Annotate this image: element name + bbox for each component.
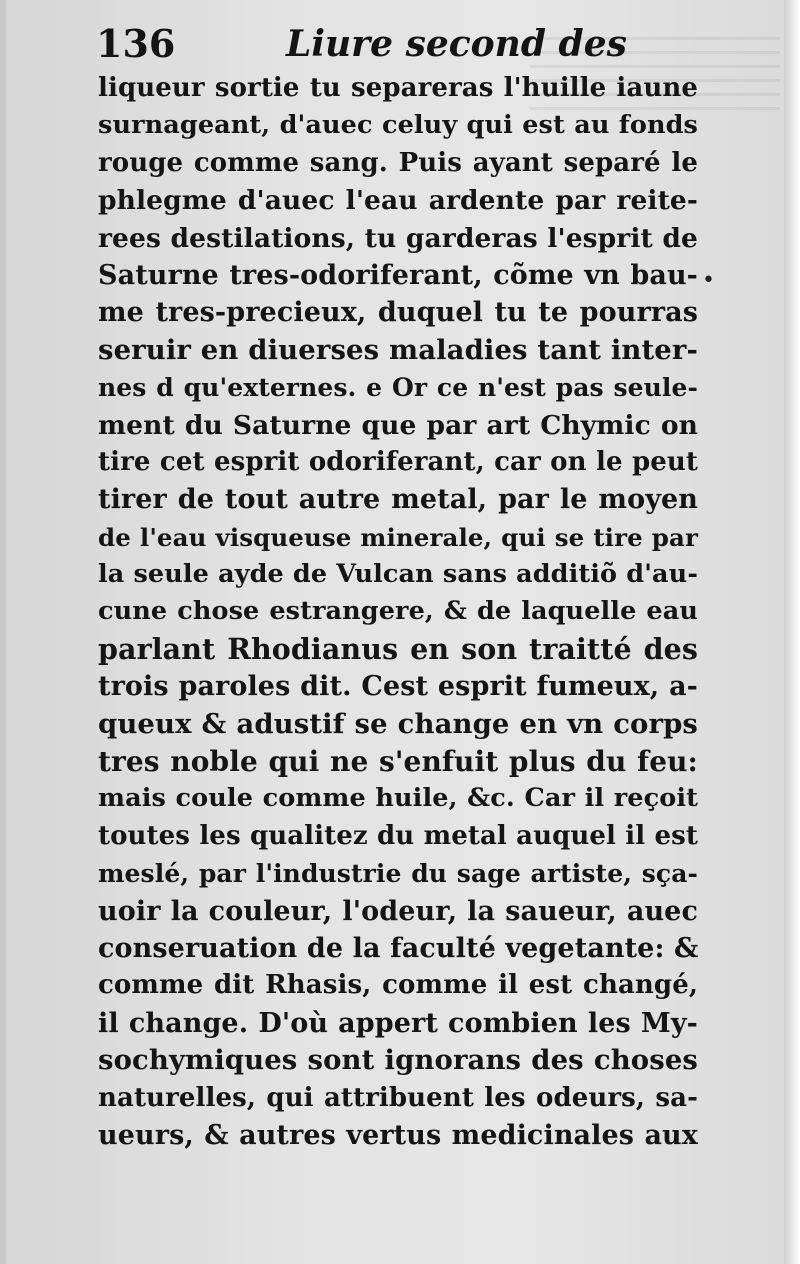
- text-line: surnageant, d'auec celuy qui est au fonds: [98, 110, 698, 141]
- text-line: toutes les qualitez du metal auquel il est: [98, 820, 698, 851]
- text-line: uoir la couleur, l'odeur, la saueur, auec: [98, 895, 698, 927]
- text-line: me tres-precieux, duquel tu te pourras: [98, 297, 698, 329]
- text-line: tirer de tout autre metal, par le moyen: [98, 484, 698, 516]
- text-line: il change. D'où appert combien les My-: [98, 1007, 698, 1039]
- running-head: [96, 18, 696, 70]
- text-line: conseruation de la faculté vegetante: &: [98, 932, 699, 964]
- text-line: meslé, par l'industrie du sage artiste, sça-: [98, 859, 698, 889]
- text-line: Saturne tres-odoriferant, cõme vn bau-: [98, 259, 698, 291]
- text-line: de l'eau visqueuse minerale, qui se tire par: [98, 522, 698, 552]
- text-line: nes d qu'externes. e Or ce n'est pas seule-: [98, 373, 698, 403]
- text-line: rouge comme sang. Puis ayant separé le: [98, 147, 698, 178]
- text-line: la seule ayde de Vulcan sans additiõ d'au-: [98, 559, 698, 590]
- margin-mark: •: [702, 268, 715, 293]
- text-line: ment du Saturne que par art Chymic on: [98, 409, 698, 441]
- page-number: 136: [96, 21, 176, 66]
- text-line: queux & adustif se change en vn corps: [98, 707, 698, 740]
- text-line: naturelles, qui attribuent les odeurs, sa-: [98, 1082, 698, 1113]
- text-line: trois paroles dit. Cest esprit fumeux, a-: [98, 671, 698, 703]
- text-line: tire cet esprit odoriferant, car on le peut: [98, 446, 698, 477]
- text-line: ueurs, & autres vertus medicinales aux: [98, 1119, 698, 1151]
- text-line: cune chose estrangere, & de laquelle eau: [98, 596, 698, 627]
- text-line: sochymiques sont ignorans des choses: [98, 1044, 698, 1077]
- text-line: phlegme d'auec l'eau ardente par reite-: [98, 185, 698, 217]
- page-gutter: [0, 0, 6, 1264]
- text-line: mais coule comme huile, &c. Car il reçoit: [98, 783, 698, 814]
- page-edge: [784, 0, 800, 1264]
- body-text: [98, 70, 698, 1154]
- text-line: liqueur sortie tu separeras l'huille iaune: [98, 73, 698, 103]
- text-line: parlant Rhodianus en son traitté des: [98, 631, 698, 666]
- text-line: tres noble qui ne s'enfuit plus du feu:: [98, 745, 698, 779]
- running-title: Liure second des: [286, 23, 627, 65]
- text-line: comme dit Rhasis, comme il est changé,: [98, 970, 698, 1001]
- text-line: seruir en diuerses maladies tant inter-: [98, 333, 698, 366]
- text-line: rees destilations, tu garderas l'esprit de: [98, 222, 698, 254]
